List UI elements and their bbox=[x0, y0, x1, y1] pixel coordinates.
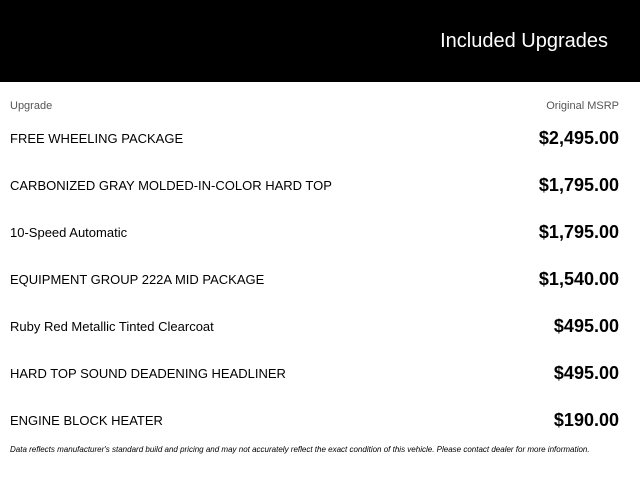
upgrade-price: $1,795.00 bbox=[538, 175, 619, 195]
upgrade-price: $1,540.00 bbox=[538, 269, 619, 289]
upgrade-price: $1,795.00 bbox=[538, 222, 619, 242]
upgrade-row bbox=[0, 397, 640, 444]
upgrade-row bbox=[0, 209, 640, 256]
upgrade-name: Ruby Red Metallic Tinted Clearcoat bbox=[10, 319, 214, 334]
upgrade-price: $2,495.00 bbox=[538, 128, 619, 148]
upgrade-row bbox=[0, 303, 640, 350]
upgrade-name: ENGINE BLOCK HEATER bbox=[10, 413, 163, 428]
upgrade-name: FREE WHEELING PACKAGE bbox=[10, 131, 184, 146]
upgrade-price: $495.00 bbox=[553, 316, 619, 336]
upgrade-price: $495.00 bbox=[553, 363, 619, 383]
upgrade-row bbox=[0, 256, 640, 303]
upgrade-name: HARD TOP SOUND DEADENING HEADLINER bbox=[10, 366, 286, 381]
upgrade-row bbox=[0, 115, 640, 162]
msrp-column-header: Original MSRP bbox=[546, 100, 619, 112]
header-bar bbox=[0, 0, 640, 82]
upgrade-name: CARBONIZED GRAY MOLDED-IN-COLOR HARD TOP bbox=[10, 178, 332, 193]
upgrade-column-header: Upgrade bbox=[10, 100, 53, 112]
page-title: Included Upgrades bbox=[440, 30, 608, 52]
upgrade-row bbox=[0, 162, 640, 209]
upgrades-list bbox=[0, 115, 640, 444]
upgrade-name: EQUIPMENT GROUP 222A MID PACKAGE bbox=[10, 272, 265, 287]
upgrade-row bbox=[0, 350, 640, 397]
disclaimer-text: Data reflects manufacturer's standard build and pricing and may not accurately reflect the exact condition of this vehicle. Please contact dealer for more information. bbox=[10, 445, 590, 454]
upgrade-name: 10-Speed Automatic bbox=[10, 225, 128, 240]
upgrade-price: $190.00 bbox=[553, 410, 619, 430]
